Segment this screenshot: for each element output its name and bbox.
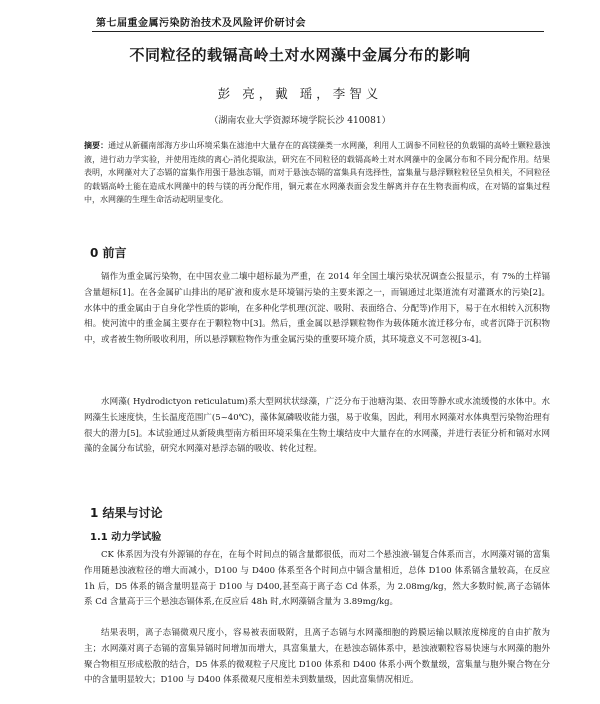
results-heading: 1 结果与讨论 — [90, 506, 163, 520]
abstract — [84, 139, 550, 207]
running-head: 第七届重金属污染防治技术及风险评价研讨会 — [96, 18, 306, 29]
header-rule — [92, 31, 544, 32]
abstract-text: 通过从新疆南部海方步山环境采集在滤池中大量存在的高镁藻类一水网藻，利用人工调参不同粒径的负载镉的高岭土颗粒悬浊液，进行动力学实验，并使用连续的离心-消化提取法，研究在不同粒径的载镉高岭土对水网藻中的金属分布和不同分配作用。结果表明，水网藻对大了态镉的富集作用强于悬浊态镉，而对于悬浊态镉的富集具有选择性，富集量与悬浮颗粒粒径呈负相关，不同粒径的载镉高岭土能在造成水网藻中的转与镁的再分配作用，铜元素在水网藻表面会发生解离并存在生物表面构成，在对镉的富集过程中，水网藻的生理生命活动起明显变化。 — [84, 141, 550, 204]
results-paragraph-2: 结果表明，离子态镉微观尺度小，容易被表面吸附，且离子态镉与水网藻细胞的跨膜运输以顺浓度梯度的自由扩散为主；水网藻对离子态镉的富集异镉时间增加而增大，具富集量大，在悬浊态镉体系中，悬浊液颗粒容易快速与水网藻的胞外聚合物相互形成松散的结合，D5 体系的微观粒子尺度比 D100 体系和 D400 体系小两个数量级，富集量与胞外聚合物在分中的含量明显较大；D100 与 D400 体系微观尺度相差未到数量级，因此富集情况相近。 — [84, 628, 550, 686]
intro-paragraph-1: 镉作为重金属污染物，在中国农业二壤中超标最为严重，在 2014 年全国土壤污染状况调查公报显示，有 7%的土样镉含量超标[1]。在各金属矿山排出的尾矿液和废水是环境镉污染的主要来源之一，而镉通过北渠道流有对灌溉水的污染[2]。水体中的重金属由于自身化学性质的影响，在多种化学机理(沉淀、吸附、表面络合、分配等)作用下，易于在水相转入沉积物相。使河流中的重金属主要存在于颗粒物中[3]。然后，重金属以悬浮颗粒物作为载体随水流迁移分布，或者沉降于沉积物中，或者被生物所吸收利用，所以悬浮颗粒物作为重金属污染的重要环境介质，其环境意义不可忽视[3-4]。 — [84, 272, 550, 346]
results-paragraph-1: CK 体系因为没有外源镉的存在，在每个时间点的镉含量都很低，而对二个悬浊液-镉复合体系而言，水网藻对镉的富集作用随悬浊液粒径的增大而减小，D100 与 D400 体系至各个时间点中镉含量相近，总体 D100 体系镉含量较高，在反应 1h 后，D5 体系的镉含量明显高于 D100 与 D400,甚至高于离子态 Cd 体系，为 2.08mg/kg，然大多数时候,离子态镉体系 Cd 含量高于三个悬浊态镉体系,在反应后 48h 时,水网藻镉含量为 3.89mg/kg。 — [84, 550, 550, 608]
paper-title: 不同粒径的载镉高岭土对水网藻中金属分布的影响 — [129, 46, 471, 64]
authors: 彭 亮，戴 瑶，李智义 — [217, 86, 383, 101]
abstract-label: 摘要： — [84, 140, 109, 150]
intro-paragraph-2: 水网藻( Hydrodictyon reticulatum)系大型网状状绿藻，广泛分布于池塘沟渠、农田等静水或水流缓慢的水体中。水网藻生长速度快，生长温度范围广(5~40℃)，藻体氮磷吸收能力强，易于收集，因此，利用水网藻对水体典型污染物治理有很大的潜力[5]。本试验通过从新陵典型南方稻田环境采集在生物土壤结皮中大量存在的水网藻，并进行表征分析和镉对水网藻的金属分布试验，研究水网藻对悬浮态镉的吸收、转化过程。 — [84, 397, 550, 455]
affiliation: （湖南农业大学资源环境学院长沙 410081） — [209, 116, 391, 126]
intro-heading: 0 前言 — [90, 246, 127, 260]
kinetics-heading: 1.1 动力学试验 — [90, 532, 162, 543]
